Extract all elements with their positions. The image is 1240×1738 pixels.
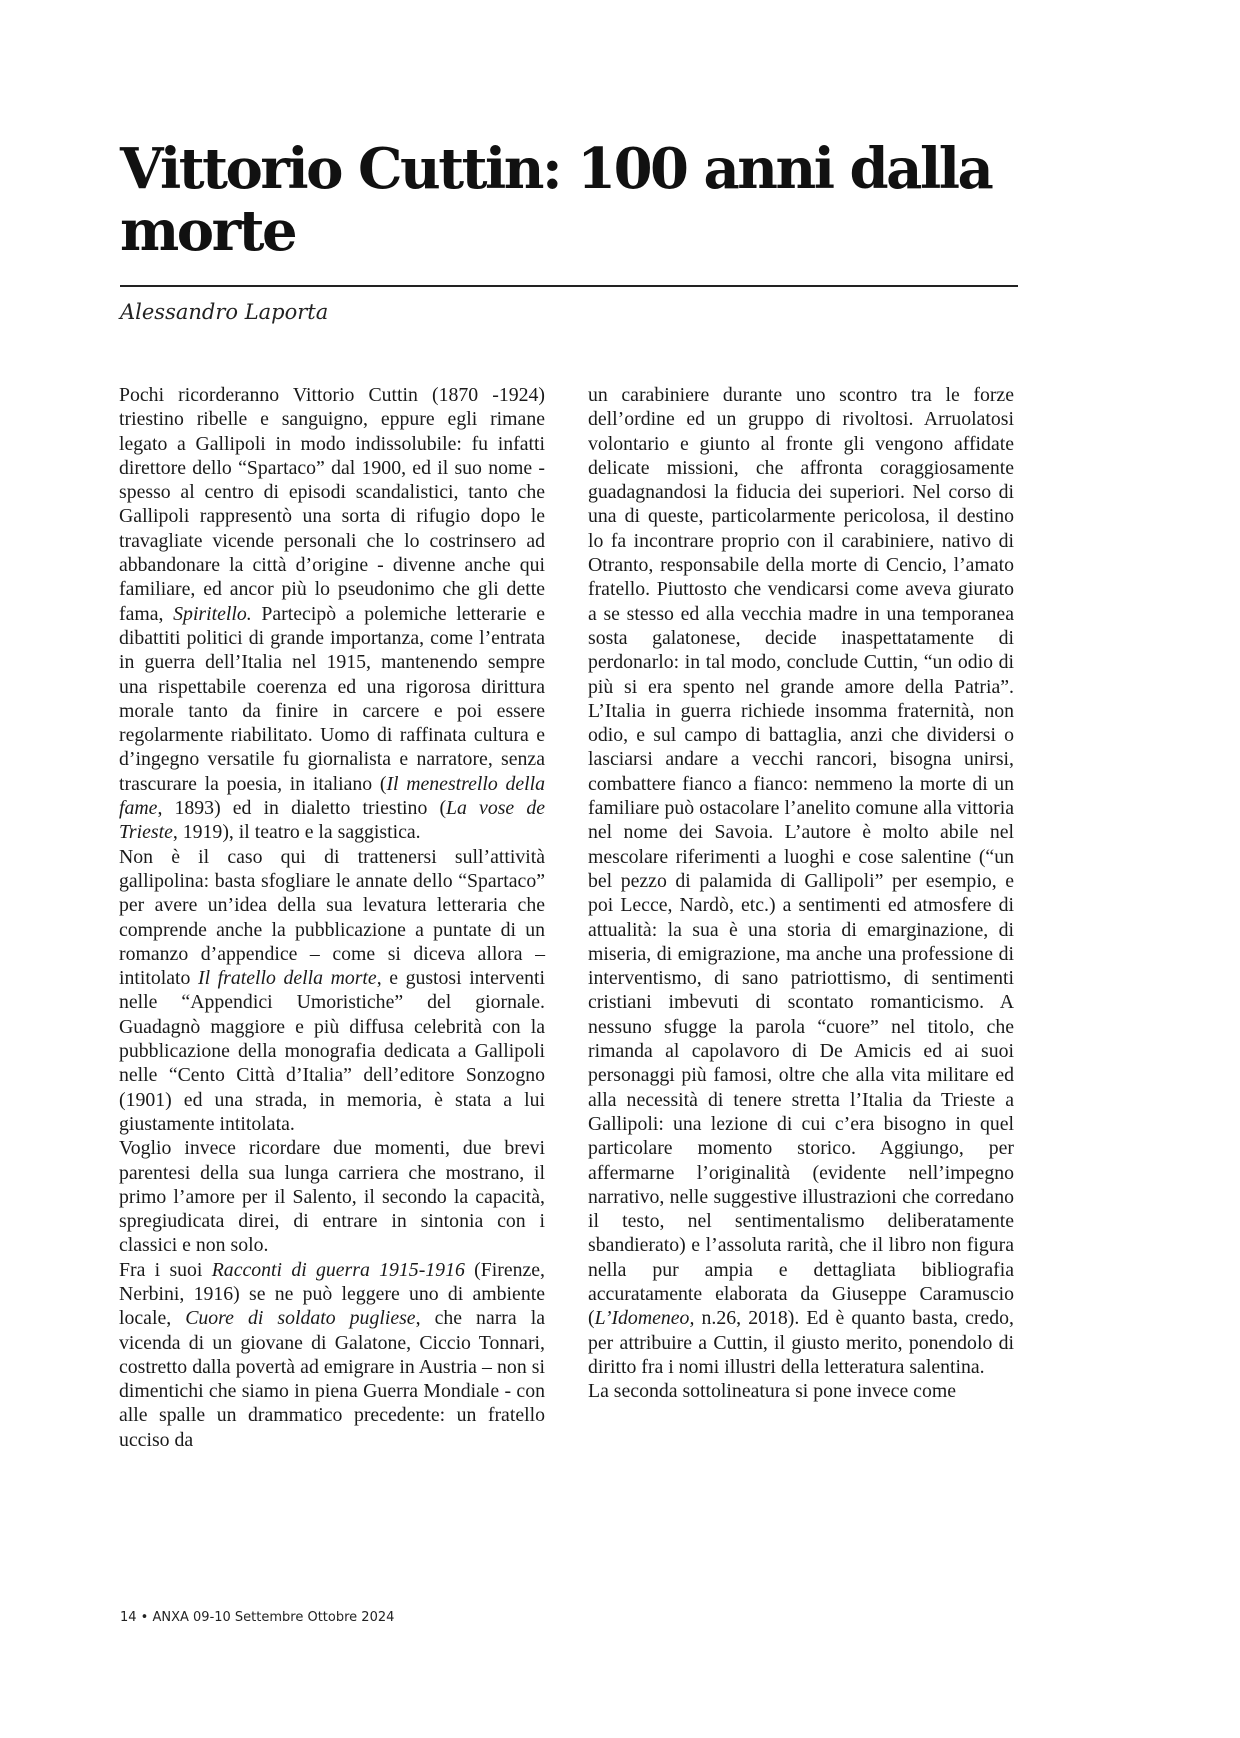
- italic-title-run: Cuore di soldato pugliese: [185, 1307, 416, 1330]
- text-run: Fra i suoi: [119, 1258, 212, 1281]
- paragraph: [119, 845, 545, 1137]
- italic-title-run: Il menestrello della fame: [119, 772, 545, 820]
- author-byline: Alessandro Laporta: [120, 300, 329, 324]
- right-column: [588, 383, 1014, 1403]
- text-run: , 1893) ed in dialetto triestino (: [157, 797, 447, 820]
- paragraph: [119, 1136, 545, 1257]
- paragraph: [588, 383, 1014, 1379]
- italic-title-run: Racconti di guerra 1915-1916: [211, 1258, 465, 1281]
- paragraph: [119, 383, 545, 845]
- text-run: un carabiniere durante uno scontro tra le forze dell’ordine ed un gruppo di rivoltosi. Arruolatosi volontario e giunto al fronte gli vengono affidate delicate missioni, che affronta coraggiosamente guadagnandosi la fiducia dei superiori. Nel corso di una di queste, particolarmente pericolosa, il destino lo fa incontrare proprio con il carabiniere, nativo di Otranto, responsabile della morte di Cencio, l’amato fratello. Piuttosto che vendicarsi come aveva giurato a se stesso ed alla vecchia madre in una temporanea sosta galatonese, decide inaspettatamente di perdonarlo: in tal modo, conclude Cuttin, “un odio di più si era spento nel grande amore della Patria”. L’Italia in guerra richiede insomma fraternità, non odio, e sul campo di battaglia, anzi che dividersi o lasciarsi andare a vecchi rancori, bisogna unirsi, combattere fianco a fianco: nemmeno la morte di un familiare può ostacolare l’anelito comune alla vittoria nel nome dei Savoia. L’autore è molto abile nel mescolare riferimenti a luoghi e cose salentine (“un bel pezzo di palamida di Gallipoli” per esempio, e poi Lecce, Nardò, etc.) a sentimenti ed atmosfere di attualità: la sua è una storia di emarginazione, di miseria, di emigrazione, ma anche una professione di interventismo, di sano patriottismo, di sentimenti cristiani imbevuti di scontato romanticismo. A nessuno sfugge la parola “cuore” nel titolo, che rimanda al capolavoro di De Amicis ed ai suoi personaggi più famosi, oltre che alla vita militare ed alla necessità di tenere stretta l’Italia da Trieste a Gallipoli: una lezione di cui c’era bisogno in quel particolare momento storico. Aggiungo, per affermarne l’originalità (evidente nell’impegno narrativo, nelle suggestive illustrazioni che corredano il testo, nel sentimentalismo deliberatamente sbandierato) e l’assoluta rarità, che il libro non figura nella pur ampia e dettagliata bibliografia accuratamente elaborata da Giuseppe Caramuscio (: [588, 384, 1014, 1330]
- text-run: La seconda sottolineatura si pone invece come: [588, 1380, 957, 1403]
- paragraph: [119, 1258, 545, 1452]
- article-title: Vittorio Cuttin: 100 anni dalla morte: [120, 136, 992, 264]
- text-run: Voglio invece ricordare due momenti, due brevi parentesi della sua lunga carriera che mostrano, il primo l’amore per il Salento, il secondo la capacità, spregiudicata direi, di entrare in sintonia con i classici e non solo.: [119, 1137, 545, 1257]
- text-run: Pochi ricorderanno Vittorio Cuttin (1870 -1924) triestino ribelle e sanguigno, eppure egli rimane legato a Gallipoli in modo indissolubile: fu infatti direttore dello “Spartaco” dal 1900, ed il suo nome - spesso al centro di episodi scandalistici, tanto che Gallipoli rappresentò una sorta di rifugio dopo le travagliate vicende personali che lo costrinsero ad abbandonare la città d’origine - divenne anche qui familiare, ed ancor più lo pseudonimo che gli dette fama,: [119, 384, 545, 625]
- text-run: Non è il caso qui di trattenersi sull’attività gallipolina: basta sfogliare le annate dello “Spartaco” per avere un’idea della sua levatura letteraria che comprende anche la pubblicazione a puntate di un romanzo d’appendice – come si diceva allora – intitolato: [119, 845, 545, 990]
- italic-title-run: Spiritello.: [173, 602, 252, 625]
- text-run: (Firenze, Nerbini, 1916) se ne può leggere uno di ambiente locale,: [119, 1258, 545, 1330]
- text-run: , che narra la vicenda di un giovane di Galatone, Ciccio Tonnari, costretto dalla povertà ad emigrare in Austria – non si dimentichi che siamo in piena Guerra Mondiale - con alle spalle un drammatico precedente: un fratello ucciso da: [119, 1307, 545, 1451]
- italic-title-run: La vose de Trieste: [119, 797, 545, 844]
- page-footer: 14 • ANXA 09-10 Settembre Ottobre 2024: [120, 1610, 395, 1625]
- text-run: , 1919), il teatro e la saggistica.: [172, 821, 421, 844]
- text-run: Partecipò a polemiche letterarie e dibattiti politici di grande importanza, come l’entrata in guerra dell’Italia nel 1915, mantenendo sempre una rispettabile coerenza ed una rigorosa dirittura morale tanto da finire in carcere e poi essere regolarmente riabilitato. Uomo di raffinata cultura e d’ingegno versatile fu giornalista e narratore, senza trascurare la poesia, in italiano (: [119, 602, 545, 795]
- text-run: n.26, 2018). Ed è quanto basta, credo, per attribuire a Cuttin, il giusto merito, ponendolo di diritto fra i nomi illustri della letteratura salentina.: [588, 1307, 1014, 1378]
- text-run: , e gustosi interventi nelle “Appendici Umoristiche” del giornale. Guadagnò maggiore e più diffusa celebrità con la pubblicazione della monografia dedicata a Gallipoli nelle “Cento Città d’Italia” dell’editore Sonzogno (1901) ed una strada, in memoria, è stata a lui giustamente intitolata.: [119, 967, 545, 1135]
- italic-title-run: L’Idomeneo,: [594, 1307, 695, 1330]
- paragraph: [588, 1379, 1014, 1403]
- title-divider: [120, 285, 1018, 287]
- left-column: [119, 383, 545, 1452]
- italic-title-run: Il fratello della morte: [198, 967, 377, 990]
